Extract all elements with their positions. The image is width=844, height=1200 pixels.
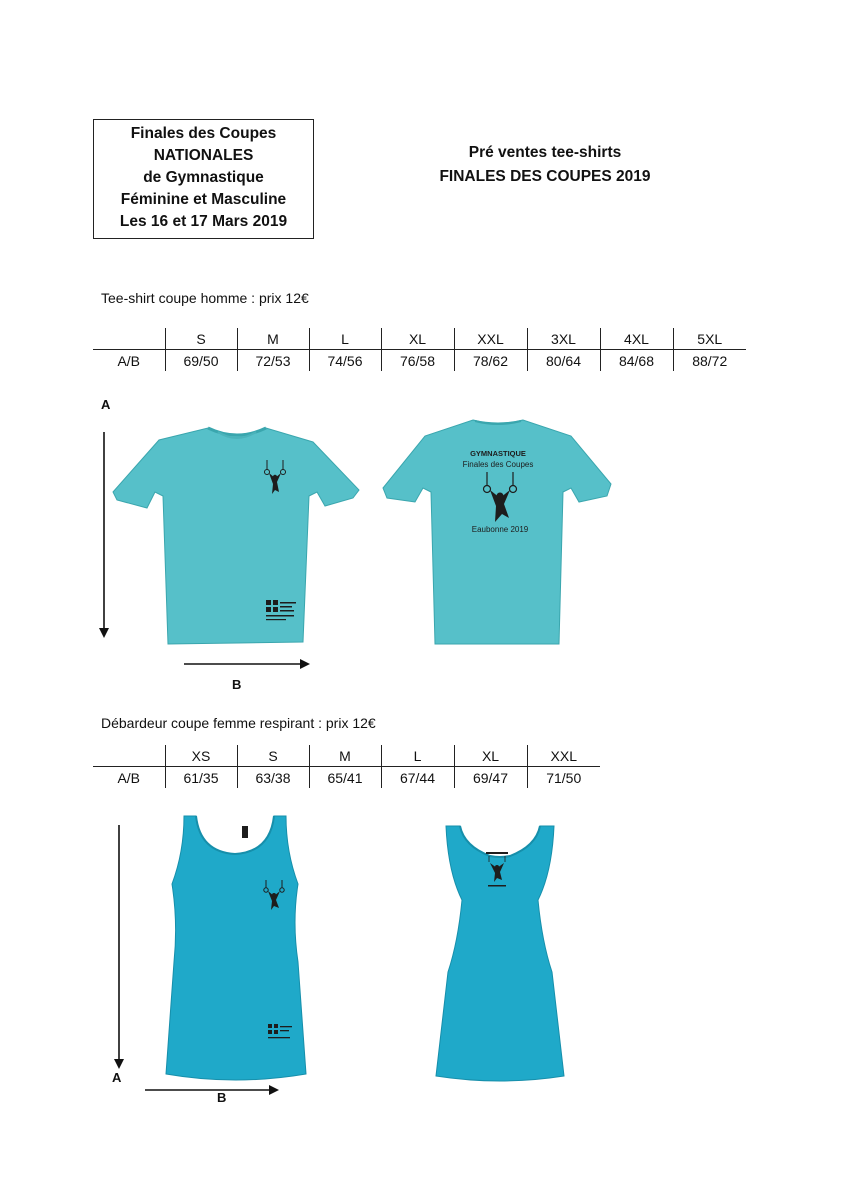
size-header-row: [93, 328, 746, 350]
measure-cell: 88/72: [673, 350, 746, 372]
tank-front-shape: [166, 816, 306, 1080]
back-print-line: Eaubonne 2019: [471, 525, 529, 534]
measure-cell: 69/47: [454, 767, 527, 789]
size-header: XL: [381, 328, 454, 350]
dimension-b-label: B: [232, 677, 242, 692]
size-header: S: [165, 328, 237, 350]
measure-cell: 78/62: [454, 350, 527, 372]
row-label: A/B: [93, 350, 165, 372]
arrow-a: [111, 823, 127, 1073]
table-corner-cell: [93, 745, 165, 767]
measure-cell: 67/44: [381, 767, 454, 789]
brand-tag-icon: [242, 826, 248, 838]
page-title: [395, 141, 695, 189]
size-header: 4XL: [600, 328, 673, 350]
measure-cell: 71/50: [527, 767, 600, 789]
tank-front-image: [160, 812, 310, 1084]
measure-cell: 61/35: [165, 767, 237, 789]
tshirt-front-shape: [113, 428, 359, 644]
event-line: NATIONALES: [153, 147, 254, 164]
tshirt-size-table: [93, 328, 746, 371]
dimension-b-label: B: [217, 1090, 227, 1105]
measure-cell: 84/68: [600, 350, 673, 372]
event-line: Féminine et Masculine: [120, 191, 287, 208]
table-corner-cell: [93, 328, 165, 350]
size-header: 5XL: [673, 328, 746, 350]
size-header: XXL: [454, 328, 527, 350]
size-header: L: [309, 328, 381, 350]
size-header: 3XL: [527, 328, 600, 350]
dimension-a-label: A: [101, 397, 111, 412]
measure-cell: 63/38: [237, 767, 309, 789]
size-header: S: [237, 745, 309, 767]
tank-back-image: [430, 822, 570, 1084]
tank-back-shape: [436, 826, 564, 1081]
row-label: A/B: [93, 767, 165, 789]
measure-cell: 74/56: [309, 350, 381, 372]
arrow-a: [96, 430, 112, 640]
size-header: XS: [165, 745, 237, 767]
size-header: M: [237, 328, 309, 350]
tshirt-back-image: [383, 418, 613, 648]
size-header: XL: [454, 745, 527, 767]
size-header-row: [93, 745, 600, 767]
size-header: M: [309, 745, 381, 767]
tshirt-front-image: [113, 420, 361, 648]
measure-cell: 72/53: [237, 350, 309, 372]
measure-row: [93, 767, 600, 789]
size-header: L: [381, 745, 454, 767]
measure-cell: 65/41: [309, 767, 381, 789]
size-header: XXL: [527, 745, 600, 767]
title-line: Pré ventes tee-shirts: [468, 144, 622, 161]
title-line: FINALES DES COUPES 2019: [439, 168, 651, 185]
arrow-b: [182, 656, 314, 672]
back-print-line: Finales des Coupes: [462, 460, 534, 469]
measure-row: [93, 350, 746, 372]
back-print-line: GYMNASTIQUE: [470, 449, 526, 458]
arrow-b: [143, 1082, 283, 1098]
dimension-a-label: A: [112, 1070, 122, 1085]
event-line: Les 16 et 17 Mars 2019: [119, 213, 288, 230]
measure-cell: 76/58: [381, 350, 454, 372]
event-line: de Gymnastique: [143, 169, 264, 186]
tank-size-table: [93, 745, 600, 788]
tank-section-label: Débardeur coupe femme respirant : prix 12€: [101, 715, 376, 731]
measure-cell: 69/50: [165, 350, 237, 372]
event-info-box: [93, 119, 314, 239]
measure-cell: 80/64: [527, 350, 600, 372]
event-line: Finales des Coupes: [130, 125, 277, 142]
tshirt-section-label: Tee-shirt coupe homme : prix 12€: [101, 290, 309, 306]
